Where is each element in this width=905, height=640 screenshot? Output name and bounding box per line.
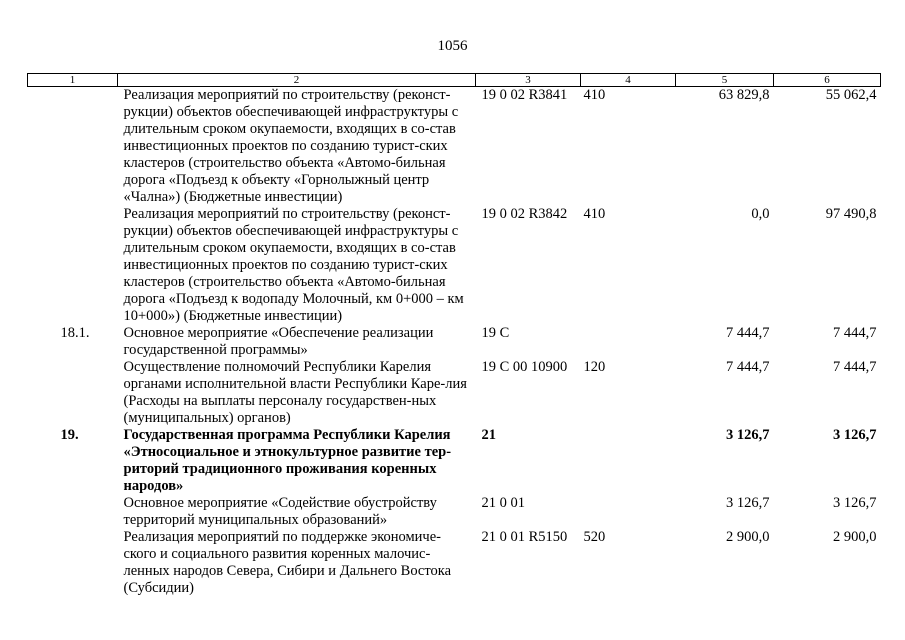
row-number (28, 529, 118, 597)
expense-type (581, 427, 676, 495)
row-number (28, 206, 118, 325)
table-row (28, 427, 881, 495)
row-number: 18.1. (60, 325, 90, 341)
column-header: 1 (28, 74, 118, 87)
budget-table (27, 73, 881, 597)
amount-year-2: 97 490,8 (825, 206, 877, 222)
item-name: Основное мероприятие «Обеспечение реализации государственной программы» (123, 325, 434, 358)
row-number: 19. (60, 427, 79, 443)
amount-year-2: 3 126,7 (833, 495, 877, 511)
table-body (28, 87, 881, 598)
item-name: Государственная программа Республики Карелия «Этносоциальное и этнокультурное развитие тер-риторий традиционного проживания коренных народов» (123, 427, 452, 494)
table-row (28, 529, 881, 597)
item-name: Реализация мероприятий по поддержке экономиче-ского и социального развития коренных малочис-ленных народов Севера, Сибири и Дальнего Востока (Субсидии) (123, 529, 452, 596)
amount-year-2: 2 900,0 (833, 529, 877, 545)
table-row (28, 359, 881, 427)
amount-year-1: 0,0 (751, 206, 770, 222)
amount-year-2: 3 126,7 (833, 427, 877, 443)
budget-code: 21 (481, 427, 496, 443)
column-header: 4 (581, 74, 676, 87)
amount-year-2: 7 444,7 (833, 359, 877, 375)
budget-code: 21 0 01 (481, 495, 525, 511)
item-name: Основное мероприятие «Содействие обустройству территорий муниципальных образований» (123, 495, 437, 528)
budget-code: 19 С 00 10900 (481, 359, 568, 375)
item-name: Реализация мероприятий по строительству (реконст-рукции) объектов обеспечивающей инфраструктуры с длительным сроком окупаемости, входящих в со-став инвестиционных проектов по созданию турист-ских кластеров (строительство объекта «Автомо-бильная дорога «Подъезд к объекту «Горнолыжный центр «Чална») (Бюджетные инвестиции) (123, 87, 459, 205)
item-name: Осуществление полномочий Республики Карелия органами исполнительной власти Республики Каре-лия (Расходы на выплаты персоналу государствен-ных (муниципальных) органов) (123, 359, 467, 426)
column-header: 2 (118, 74, 476, 87)
budget-code: 19 0 02 R3842 (481, 206, 568, 222)
item-name: Реализация мероприятий по строительству (реконст-рукции) объектов обеспечивающей инфраструктуры с длительным сроком окупаемости, входящих в со-став инвестиционных проектов по созданию турист-ских кластеров (строительство объекта «Автомо-бильная дорога «Подъезд к водопаду Молочный, км 0+000 – км 10+000») (Бюджетные инвестиции) (123, 206, 464, 324)
amount-year-1: 2 900,0 (726, 529, 770, 545)
page-number: 1056 (437, 38, 468, 54)
amount-year-1: 3 126,7 (726, 427, 770, 443)
amount-year-1: 7 444,7 (726, 325, 770, 341)
expense-type: 410 (583, 206, 606, 222)
amount-year-2: 7 444,7 (833, 325, 877, 341)
expense-type: 520 (583, 529, 606, 545)
budget-code: 21 0 01 R5150 (481, 529, 568, 545)
table-row (28, 206, 881, 325)
amount-year-1: 3 126,7 (726, 495, 770, 511)
expense-type: 410 (583, 87, 606, 103)
header-row (28, 74, 881, 87)
budget-code: 19 0 02 R3841 (481, 87, 568, 103)
amount-year-1: 7 444,7 (726, 359, 770, 375)
row-number (28, 359, 118, 427)
table-row (28, 325, 881, 359)
row-number (28, 495, 118, 529)
expense-type: 120 (583, 359, 606, 375)
amount-year-2: 55 062,4 (825, 87, 877, 103)
expense-type (581, 495, 676, 529)
table-row (28, 87, 881, 207)
column-header: 6 (774, 74, 881, 87)
budget-code: 19 С (481, 325, 510, 341)
table-row (28, 495, 881, 529)
amount-year-1: 63 829,8 (718, 87, 770, 103)
expense-type (581, 325, 676, 359)
column-header: 3 (476, 74, 581, 87)
row-number (28, 87, 118, 207)
column-header: 5 (676, 74, 774, 87)
